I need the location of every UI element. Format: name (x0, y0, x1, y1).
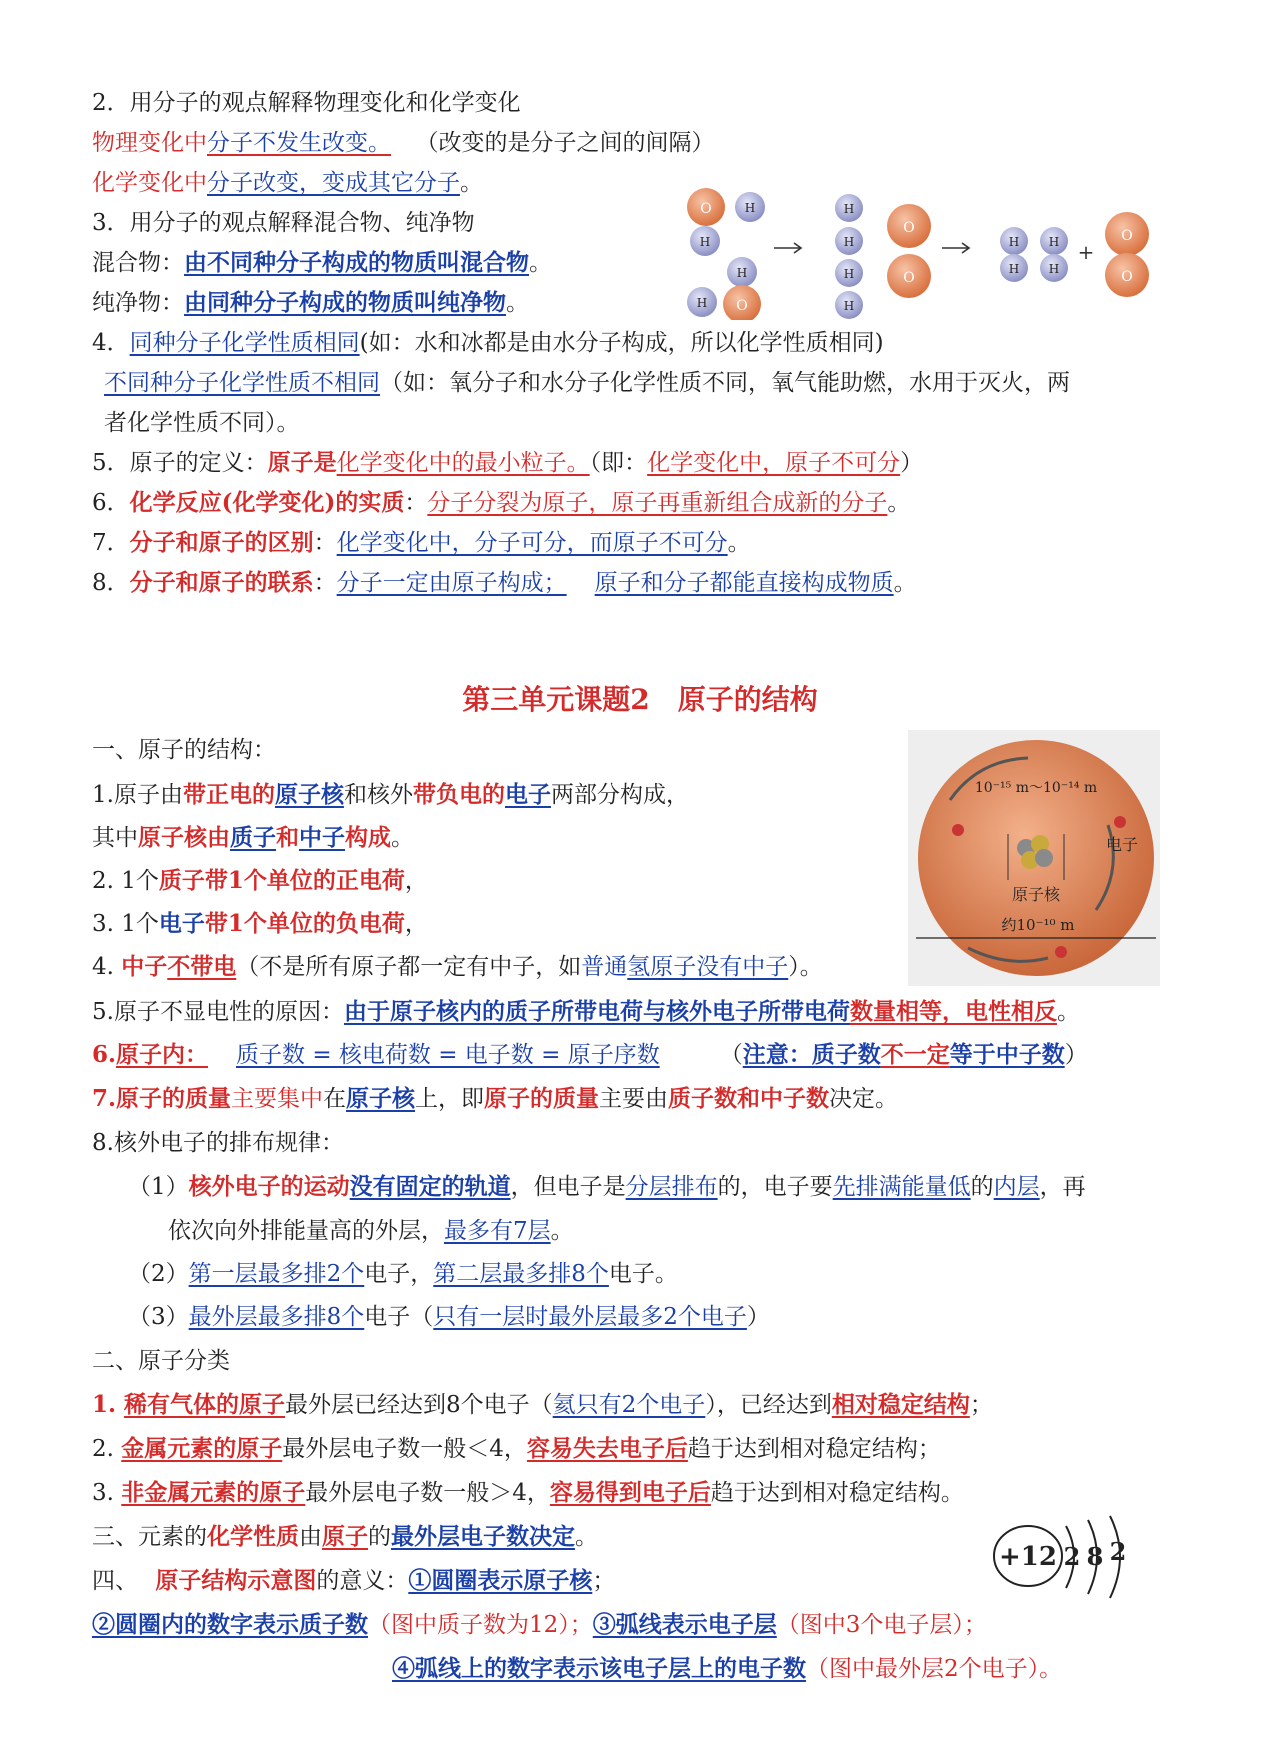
separated-atoms-group (835, 194, 931, 319)
shell-2-count: 8 (1086, 1542, 1104, 1571)
diagram-line-2: ②圆圈内的数字表示质子数（图中质子数为12）；③弧线表示电子层（图中3个电子层）； (92, 1611, 987, 1638)
atom-line-6: 5.原子不显电性的原因：由于原子核内的质子所带电荷与核外电子所带电荷数量相等，电性相反。 (92, 998, 1080, 1025)
line-5: 混合物：由不同种分子构成的物质叫混合物。 (92, 249, 552, 276)
svg-text:H: H (744, 201, 756, 215)
arrow-2 (942, 243, 969, 253)
atom-structure-figure (908, 730, 1160, 986)
atomic-structure-diagram (992, 1510, 1132, 1600)
element-line: 三、元素的化学性质由原子的最外层电子数决定。 (92, 1523, 598, 1550)
electron-label: 电子 (1106, 835, 1139, 854)
line-8: 不同种分子化学性质不相同（如：氧分子和水分子化学性质不同，氧气能助燃，水用于灭火，两 (104, 370, 1070, 396)
svg-text:H: H (843, 299, 855, 313)
svg-text:H: H (699, 235, 711, 249)
line-12: 7．分子和原子的区别：化学变化中，分子可分，而原子不可分。 (92, 529, 751, 556)
line-10: 5．原子的定义：原子是化学变化中的最小粒子。（即：化学变化中，原子不可分） (92, 449, 924, 476)
shell-1-count: 2 (1063, 1542, 1081, 1571)
atom-line-5: 4. 中子不带电（不是所有原子都一定有中子，如普通氢原子没有中子）。 (92, 953, 823, 980)
class-line-3: 3. 非金属元素的原子最外层电子数一般＞4，容易得到电子后趋于达到相对稳定结构。 (92, 1479, 964, 1506)
svg-text:O: O (1121, 228, 1133, 244)
svg-text:H: H (1048, 235, 1060, 249)
class-line-2: 2. 金属元素的原子最外层电子数一般＜4，容易失去电子后趋于达到相对稳定结构； (92, 1435, 941, 1462)
line-1: 2．用分子的观点解释物理变化和化学变化 (92, 90, 521, 116)
atom-line-8: 7.原子的质量主要集中在原子核上，即原子的质量主要由质子数和中子数决定。 (92, 1085, 899, 1112)
svg-text:H: H (1008, 262, 1020, 276)
svg-text:O: O (700, 201, 712, 217)
atom-size-label: 约10⁻¹⁰ m (1001, 916, 1075, 934)
svg-text:H: H (736, 266, 748, 280)
atom-line-9: 8.核外电子的排布规律： (92, 1130, 344, 1156)
core-number: +12 (999, 1542, 1057, 1572)
atom-line-12: （2）第一层最多排2个电子，第二层最多排8个电子。 (128, 1261, 678, 1287)
atom-line-4: 3. 1个电子带1个单位的负电荷， (92, 910, 428, 937)
svg-text:O: O (903, 220, 915, 236)
line-4: 3．用分子的观点解释混合物、纯净物 (92, 210, 475, 236)
class-line-s2: 二、原子分类 (92, 1348, 230, 1374)
line-6: 纯净物：由同种分子构成的物质叫纯净物。 (92, 289, 529, 316)
svg-text:O: O (903, 270, 915, 286)
arrow-1 (774, 243, 801, 253)
product-molecules-group (1000, 212, 1149, 297)
svg-text:H: H (1008, 235, 1020, 249)
shell-3-count: 2 (1109, 1537, 1127, 1566)
atom-line-10: （1）核外电子的运动没有固定的轨道，但电子是分层排布的，电子要先排满能量低的内层，再 (128, 1173, 1086, 1200)
line-3: 化学变化中分子改变，变成其它分子。 (92, 170, 483, 196)
atom-line-13: （3）最外层最多排8个电子（只有一层时最外层最多2个电子） (128, 1304, 770, 1330)
line-9: 者化学性质不同）。 (104, 410, 300, 436)
line-7: 4．同种分子化学性质相同(如：水和冰都是由水分子构成，所以化学性质相同) (92, 330, 884, 356)
svg-text:+: + (1077, 240, 1095, 264)
diagram-line-3: ④弧线上的数字表示该电子层上的电子数（图中最外层2个电子）。 (392, 1655, 1063, 1682)
line-11: 6．化学反应(化学变化)的实质：分子分裂为原子，原子再重新组合成新的分子。 (92, 489, 911, 516)
svg-text:H: H (843, 267, 855, 281)
svg-text:O: O (736, 298, 748, 314)
atom-line-s1: 一、原子的结构： (92, 737, 276, 763)
molecule-reaction-figure (676, 186, 1166, 320)
atom-line-3: 2. 1个质子带1个单位的正电荷， (92, 867, 428, 894)
svg-text:H: H (843, 202, 855, 216)
line-13: 8．分子和原子的联系：分子一定由原子构成； 原子和分子都能直接构成物质。 (92, 569, 917, 596)
section-title: 第三单元课题2 原子的结构 (462, 683, 818, 716)
diagram-line-1: 四、 原子结构示意图的意义：①圆圈表示原子核； (92, 1567, 616, 1594)
atom-line-7: 6.原子内： 质子数 = 核电荷数 = 电子数 = 原子序数 （注意：质子数不一定等于中子数） (92, 1041, 1088, 1068)
water-molecules-group (687, 188, 765, 320)
class-line-1: 1. 稀有气体的原子最外层已经达到8个电子（氦只有2个电子），已经达到相对稳定结构； (92, 1391, 993, 1418)
atom-line-2: 其中原子核由质子和中子构成。 (92, 824, 414, 851)
atom-line-11: 依次向外排能量高的外层，最多有7层。 (168, 1218, 574, 1244)
nucleus-size-label: 10⁻¹⁵ m～10⁻¹⁴ m (974, 780, 1098, 796)
line-2: 物理变化中分子不发生改变。 （改变的是分子之间的间隔） (92, 130, 715, 156)
atom-line-1: 1.原子由带正电的原子核和核外带负电的电子两部分构成， (92, 781, 689, 808)
nucleus-label: 原子核 (1011, 885, 1061, 904)
svg-text:H: H (696, 296, 708, 310)
svg-text:O: O (1121, 269, 1133, 285)
svg-text:H: H (1048, 262, 1060, 276)
svg-text:H: H (843, 235, 855, 249)
